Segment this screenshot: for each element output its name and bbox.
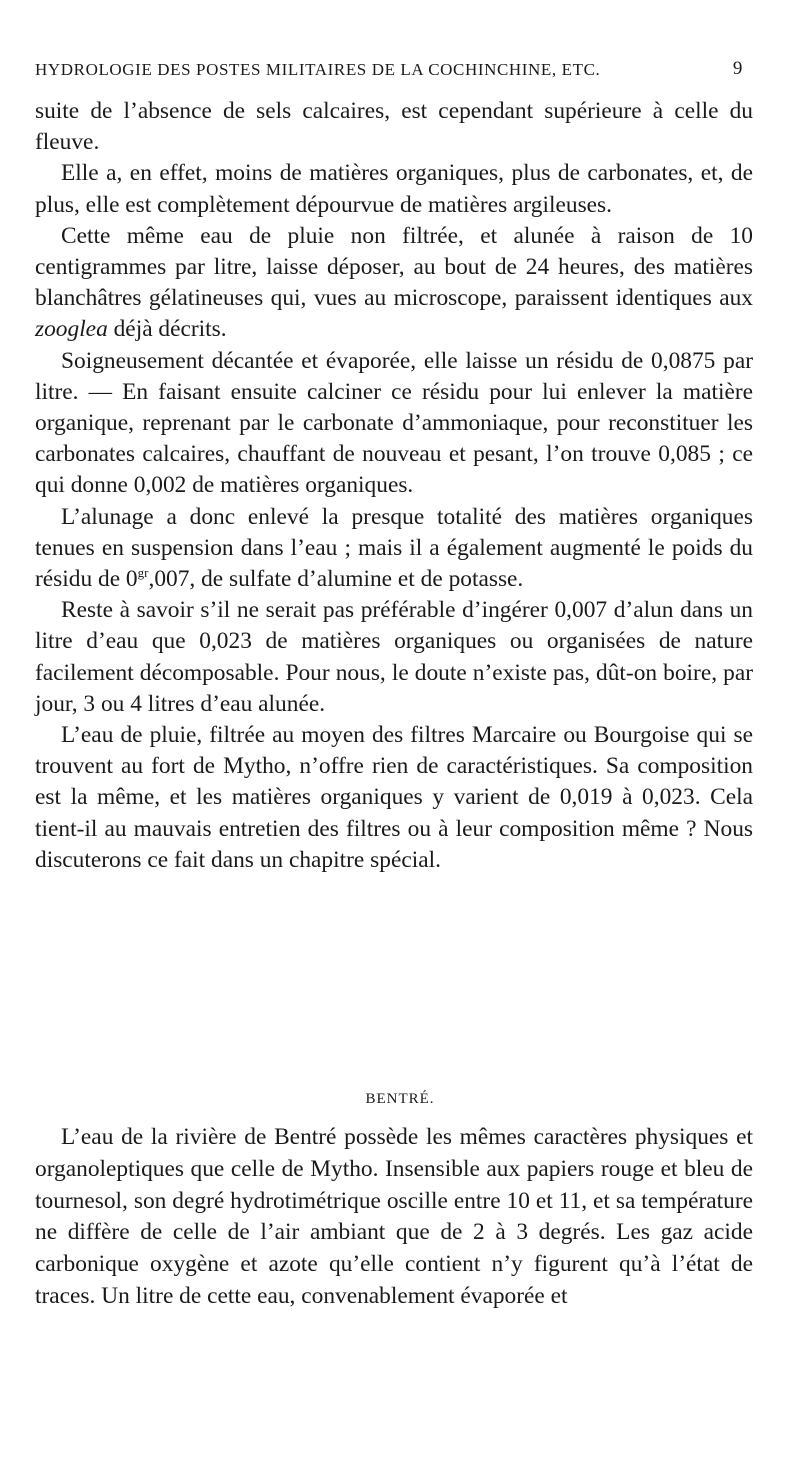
paragraph: L’eau de pluie, filtrée au moyen des filtres Marcaire ou Bourgoise qui se trouvent au fort de Mytho, n’offre rien de caractéristiques. Sa composition est la même, et les matières organiques y varient de 0,019 à 0,023. Cela tient-il au mauvais entretien des filtres ou à leur composition même ? Nous discuterons ce fait dans un chapitre spécial.	[35, 722, 753, 873]
paragraph: L’eau de la rivière de Bentré possède les mêmes caractères physiques et organoleptiques que celle de Mytho. Insensible aux papiers rouge et bleu de tournesol, son degré hydrotimétrique oscille entre 10 et 11, et sa température ne diffère de celle de l’air ambiant que de 2 à 3 degrés. Les gaz acide carbonique oxygène et azote qu’elle contient n’y figurent qu’à l’état de traces. Un litre de cette eau, convenablement évaporée et	[35, 1124, 753, 1309]
paragraph: Soigneusement décantée et évaporée, elle laisse un résidu de 0,0875 par litre. — En faisant ensuite calciner ce résidu pour lui enlever la matière organique, reprenant par le carbonate d’ammoniaque, pour reconstituer les carbonates calcaires, chauffant de nouveau et pesant, l’on trouve 0,085 ; ce qui donne 0,002 de matières organiques.	[35, 347, 753, 499]
paragraph-continued: suite de l’absence de sels calcaires, est cependant supérieure à celle du fleuve.	[35, 98, 753, 156]
paragraph	[35, 502, 753, 596]
running-title: HYDROLOGIE DES POSTES MILITAIRES DE LA COCHINCHINE, ETC.	[35, 60, 601, 79]
paragraph-text: ,007, de sulfate d’alumine et de potasse.	[148, 566, 524, 593]
unit-superscript: gr	[137, 565, 149, 581]
paragraph-text: Cette même eau de pluie non filtrée, et alunée à raison de 10 centigrammes par litre, laisse déposer, au bout de 24 heures, des matières blanchâtres gélatineuses qui, vues au microscope, paraissent identiques aux	[35, 222, 753, 312]
body-text	[35, 96, 753, 876]
page-number: 9	[732, 58, 743, 79]
paragraph: Reste à savoir s’il ne serait pas préférable d’ingérer 0,007 d’alun dans un litre d’eau que 0,023 de matières organiques ou organisées de nature facilement décomposable. Pour nous, le doute n’existe pas, dût-on boire, par jour, 3 ou 4 litres d’eau alunée.	[35, 597, 753, 717]
italic-term: zooglea	[35, 316, 108, 343]
section-body	[35, 1122, 753, 1313]
paragraph-text: L’alunage a donc enlevé la presque totalité des matières organiques tenues en suspension dans l’eau ; mais il a également augmenté le poids du résidu de 0	[35, 503, 753, 593]
paragraph-text: déjà décrits.	[107, 316, 227, 343]
paragraph	[35, 221, 753, 346]
section-heading: BENTRÉ.	[365, 1091, 435, 1107]
paragraph: Elle a, en effet, moins de matières organiques, plus de carbonates, et, de plus, elle est complètement dépourvue de matières argileuses.	[35, 160, 753, 218]
running-head	[35, 60, 743, 88]
